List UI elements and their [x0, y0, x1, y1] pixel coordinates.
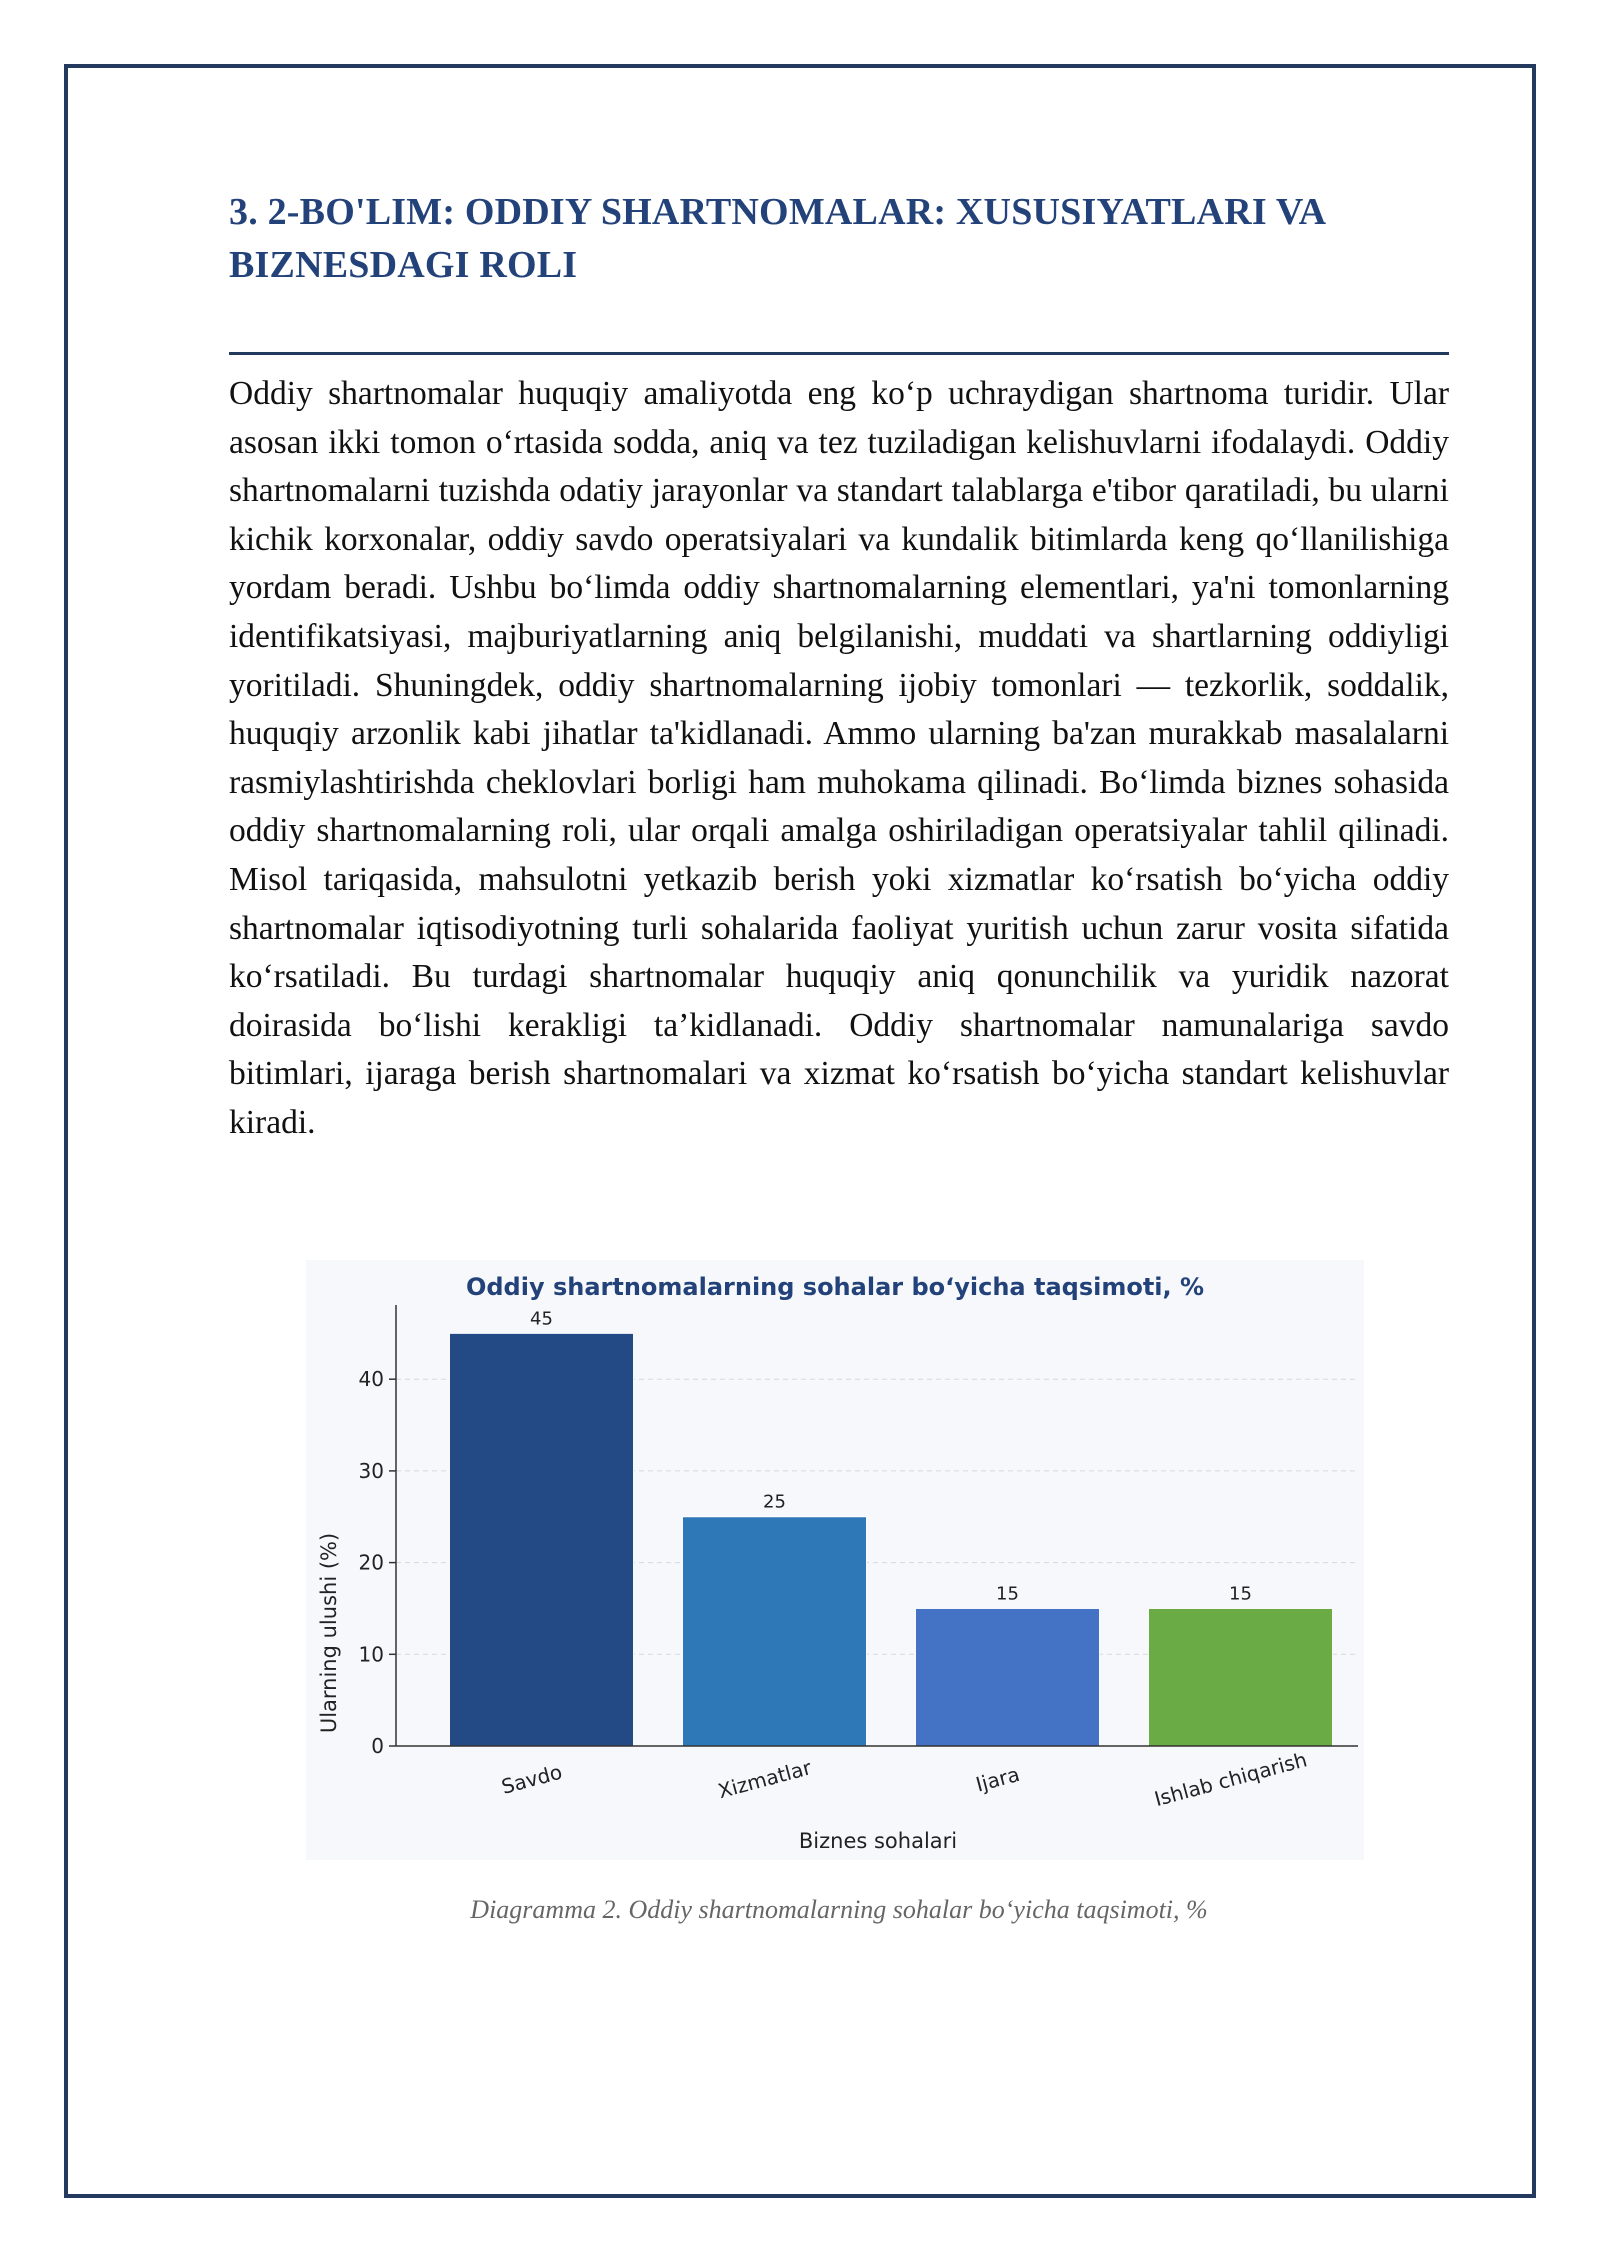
- bar-chart-svg: [306, 1260, 1364, 1860]
- y-tick-label: 20: [358, 1550, 384, 1575]
- bar-savdo: [449, 1333, 633, 1746]
- section-heading: 3. 2-BO'LIM: ODDIY SHARTNOMALAR: XUSUSIYATLARI VA BIZNESDAGI ROLI: [229, 191, 1325, 286]
- data-label: 25: [763, 1491, 786, 1513]
- chart-title: Oddiy shartnomalarning sohalar bo‘yicha taqsimoti, %: [465, 1273, 1205, 1301]
- y-tick-label: 40: [358, 1367, 384, 1392]
- y-tick-label: 10: [358, 1642, 384, 1667]
- bar-xizmatlar: [682, 1517, 866, 1746]
- x-tick-label: Xizmatlar: [715, 1755, 814, 1804]
- y-axis-label: Ularning ulushi (%): [317, 1532, 341, 1734]
- x-tick-label: Ijara: [973, 1761, 1023, 1797]
- data-label: 15: [1229, 1583, 1252, 1605]
- bar-ijara: [915, 1608, 1099, 1746]
- bar-ishlab-chiqarish: [1148, 1608, 1332, 1746]
- x-tick-label: Ishlab chiqarish: [1151, 1747, 1310, 1812]
- x-axis-label: Biznes sohalari: [798, 1829, 958, 1853]
- heading-divider: [229, 352, 1449, 355]
- y-tick-label: 30: [358, 1458, 384, 1483]
- data-label: 15: [996, 1583, 1019, 1605]
- body-paragraph: Oddiy shartnomalar huquqiy amaliyotda eng ko‘p uchraydigan shartnoma turidir. Ular asosan ikki tomon o‘rtasida sodda, aniq va tez tuziladigan kelishuvlarni ifodalaydi. Oddiy shartnomalarni tuzishda odatiy jarayonlar va standart talablarga e'tibor qaratiladi, bu ularni kichik korxonalar, oddiy savdo operatsiyalari va kundalik bitimlarda keng qo‘llanilishiga yordam beradi. Ushbu bo‘limda oddiy shartnomalarning elementlari, ya'ni tomonlarning identifikatsiyasi, majburiyatlarning aniq belgilanishi, muddati va shartlarning oddiyligi yoritiladi. Shuningdek, oddiy shartnomalarning ijobiy tomonlari — tezkorlik, soddalik, huquqiy arzonlik kabi jihatlar ta'kidlanadi. Ammo ularning ba'zan murakkab masalalarni rasmiylashtirishda cheklovlari borligi ham muhokama qilinadi. Bo‘limda biznes sohasida oddiy shartnomalarning roli, ular orqali amalga oshiriladigan operatsiyalar tahlil qilinadi. Misol tariqasida, mahsulotni yetkazib berish yoki xizmatlar ko‘rsatish bo‘yicha oddiy shartnomalar iqtisodiyotning turli sohalarida faoliyat yuritish uchun zarur vosita sifatida ko‘rsatiladi. Bu turdagi shartnomalar huquqiy aniq qonunchilik va yuridik nazorat doirasida bo‘lishi kerakligi ta’kidlanadi. Oddiy shartnomalar namunalariga savdo bitimlari, ijaraga berish shartnomalari va xizmat ko‘rsatish bo‘yicha standart kelishuvlar kiradi.: [229, 375, 1449, 1141]
- data-label: 45: [530, 1308, 553, 1330]
- bar-chart: [306, 1260, 1364, 1860]
- figure-caption: Diagramma 2. Oddiy shartnomalarning sohalar bo‘yicha taqsimoti, %: [470, 1895, 1208, 1924]
- x-tick-label: Savdo: [498, 1759, 565, 1799]
- y-tick-label: 0: [371, 1734, 384, 1758]
